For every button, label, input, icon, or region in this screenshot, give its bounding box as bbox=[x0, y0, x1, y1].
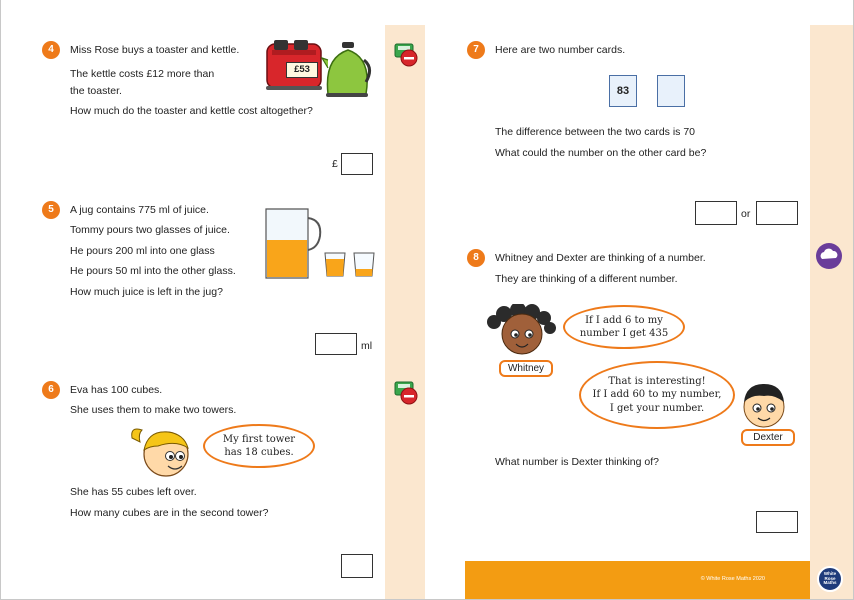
question-text: They are thinking of a different number. bbox=[495, 273, 678, 285]
speech-bubble bbox=[579, 361, 735, 429]
character-name-label: Whitney bbox=[499, 360, 553, 377]
question-text: Miss Rose buys a toaster and kettle. bbox=[70, 44, 240, 56]
question-text: She has 55 cubes left over. bbox=[70, 486, 197, 498]
answer-box[interactable] bbox=[341, 153, 373, 175]
question-text: How many cubes are in the second tower? bbox=[70, 507, 269, 519]
question-text: Tommy pours two glasses of juice. bbox=[70, 224, 230, 236]
eva-character bbox=[128, 424, 198, 478]
question-number: 4 bbox=[42, 41, 60, 59]
white-rose-maths-logo: White Rose Maths bbox=[817, 566, 843, 592]
question-text: He pours 50 ml into the other glass. bbox=[70, 265, 236, 277]
dexter-character bbox=[738, 380, 790, 430]
number-card: 83 bbox=[609, 75, 637, 107]
blank-number-card bbox=[657, 75, 685, 107]
question-text: A jug contains 775 ml of juice. bbox=[70, 204, 209, 216]
kettle-illustration bbox=[320, 38, 372, 100]
question-text: Eva has 100 cubes. bbox=[70, 384, 163, 396]
right-margin-strip bbox=[810, 25, 854, 600]
speech-text: If I add 60 to my number, bbox=[592, 389, 722, 401]
copyright-text: © White Rose Maths 2020 bbox=[700, 576, 765, 582]
answer-box[interactable] bbox=[756, 201, 798, 225]
question-text: How much juice is left in the jug? bbox=[70, 286, 223, 298]
answer-box[interactable] bbox=[695, 201, 737, 225]
unit-label: ml bbox=[361, 340, 373, 352]
question-text: What could the number on the other card be? bbox=[495, 147, 707, 159]
question-text: What number is Dexter thinking of? bbox=[495, 456, 659, 468]
speech-text: That is interesting! bbox=[608, 375, 706, 387]
glass-illustration bbox=[323, 251, 347, 277]
speech-text: number I get 435 bbox=[579, 328, 669, 339]
speech-text: My first tower bbox=[222, 433, 296, 445]
question-text: How much do the toaster and kettle cost altogether? bbox=[70, 105, 313, 117]
speech-text: I get your number. bbox=[609, 402, 705, 414]
juice-jug-illustration bbox=[262, 206, 324, 280]
question-text: Whitney and Dexter are thinking of a number. bbox=[495, 252, 706, 264]
question-number: 8 bbox=[467, 249, 485, 267]
currency-symbol: £ bbox=[332, 158, 338, 170]
speech-bubble bbox=[203, 424, 315, 468]
calculator-not-allowed-icon bbox=[393, 379, 419, 405]
or-label: or bbox=[741, 208, 751, 220]
question-text: He pours 200 ml into one glass bbox=[70, 245, 215, 257]
footer-bar bbox=[465, 561, 810, 600]
question-text: She uses them to make two towers. bbox=[70, 404, 237, 416]
question-text: Here are two number cards. bbox=[495, 44, 626, 56]
question-text: The kettle costs £12 more than bbox=[70, 68, 215, 80]
answer-box[interactable] bbox=[315, 333, 357, 355]
question-text: the toaster. bbox=[70, 85, 122, 97]
answer-box[interactable] bbox=[341, 554, 373, 578]
speech-text: has 18 cubes. bbox=[224, 447, 294, 458]
question-number: 6 bbox=[42, 381, 60, 399]
calculator-not-allowed-icon bbox=[393, 41, 419, 67]
question-number: 5 bbox=[42, 201, 60, 219]
price-tag: £53 bbox=[286, 62, 318, 78]
character-name-label: Dexter bbox=[741, 429, 795, 446]
reasoning-cloud-icon bbox=[815, 242, 843, 270]
question-text: The difference between the two cards is 70 bbox=[495, 126, 696, 138]
speech-bubble bbox=[563, 305, 685, 349]
answer-box[interactable] bbox=[756, 511, 798, 533]
glass-illustration bbox=[352, 251, 376, 277]
speech-text: If I add 6 to my bbox=[585, 314, 663, 326]
question-number: 7 bbox=[467, 41, 485, 59]
left-margin-strip bbox=[385, 25, 425, 600]
whitney-character bbox=[484, 304, 566, 356]
